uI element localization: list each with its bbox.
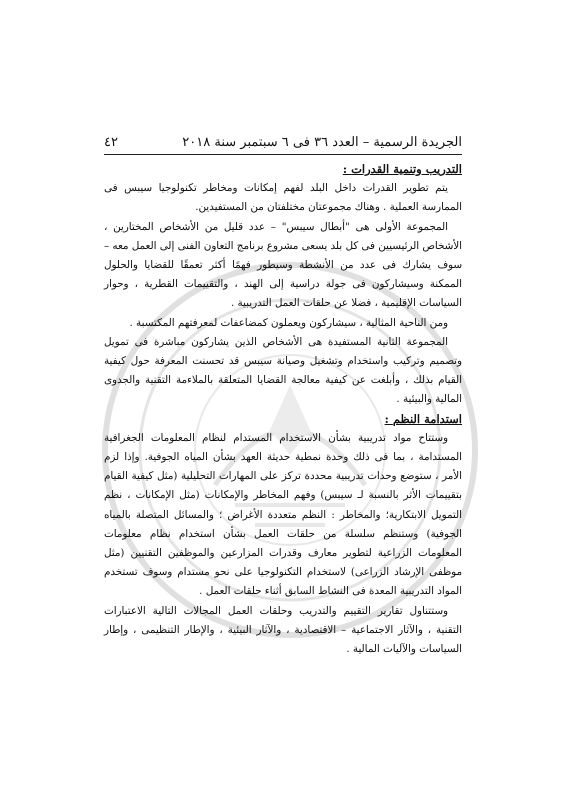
paragraph: المجموعة الثانية المستفيدة هى الأشخاص الذين يشاركون مباشرة فى تمويل وتصميم وتركيب واستخدام وتشغيل وصيانة سيبس قد تحسنت المعرفة حول كيفية القيام بذلك ، وأبلغت عن كيفية معالجة القضايا المتعلقة بالملاءمة التقنية والجدوى المالية والبيئية . [104,335,462,406]
paragraph: يتم تطوير القدرات داخل البلد لفهم إمكانات ومخاطر تكنولوجيا سيبس فى الممارسة العملية . وهناك مجموعتان مختلفتان من المستفيدين. [104,182,462,214]
paragraph: وستتاح مواد تدريبية بشأن الاستخدام المستدام لنظام المعلومات الجغرافية المستدامة ، بما فى ذلك وحدة نمطية حديثة العهد بشأن المياه الجوفية. وإذا لزم الأمر ، ستوضع وحدات تدريبية محددة تركز على المهارات التحليلية (مثل كيفية القيام بتقييمات الأثر بالنسبة لـ سيبس) وفهم المخاطر والإمكانات (مثل الإمكانات ، نظم التمويل الابتكارية؛ والمخاطر : النظم متعددة الأغراض ؛ والمسائل المتصلة بالمياه الجوفية) وستنظم سلسلة من حلقات العمل بشأن استخدام نظام معلومات المعلومات الزراعية لتطوير معارف وقدرات المزارعين والموظفين التقنيين (مثل موظفى الإرشاد الزراعى) لاستخدام التكنولوجيا على نحو مستدام وسوف تستخدم المواد التدريبية المعدة فى النشاط السابق أثناء حلقات العمل . [104,431,462,598]
page-header [104,128,462,150]
running-title: الجريدة الرسمية – العدد ٣٦ فى ٦ سبتمبر سنة ٢٠١٨ [182,135,462,150]
paragraph: وستتناول تقارير التقييم والتدريب وحلقات العمل المجالات التالية الاعتبارات التقنية ، والآثار الاجتماعية – الاقتصادية ، والآثار البيئية ، والإطار التنظيمى ، وإطار السياسات والآليات المالية . [104,604,462,656]
section-heading-sustainability: استدامة النظم : [384,411,462,426]
section-heading-training: التدريب وتنمية القدرات : [342,162,462,176]
paragraph: المجموعة الأولى هى "أبطال سيبس" – عدد قليل من الأشخاص المختارين ، الأشخاص الرئيسيين فى كل بلد يسعى مشروع برنامج التعاون الفنى إلى العمل معه – سوف يشارك فى عدد من الأنشطة وسيطور فهمًا أكثر تعمقًا للقضايا والحلول الممكنة وسيشاركون فى جولة دراسية إلى الهند ، والتقييمات القطرية ، وحوار السياسات الإقليمية ، فضلا عن حلقات العمل التدريبية . [104,220,462,310]
header-rule [104,154,462,155]
paragraph: ومن الناحية المثالية ، سيشاركون ويعملون كمضاعفات لمعرفتهم المكتسبة . [129,316,448,329]
page-body [104,160,462,659]
page-number: ٤٢ [104,135,118,150]
